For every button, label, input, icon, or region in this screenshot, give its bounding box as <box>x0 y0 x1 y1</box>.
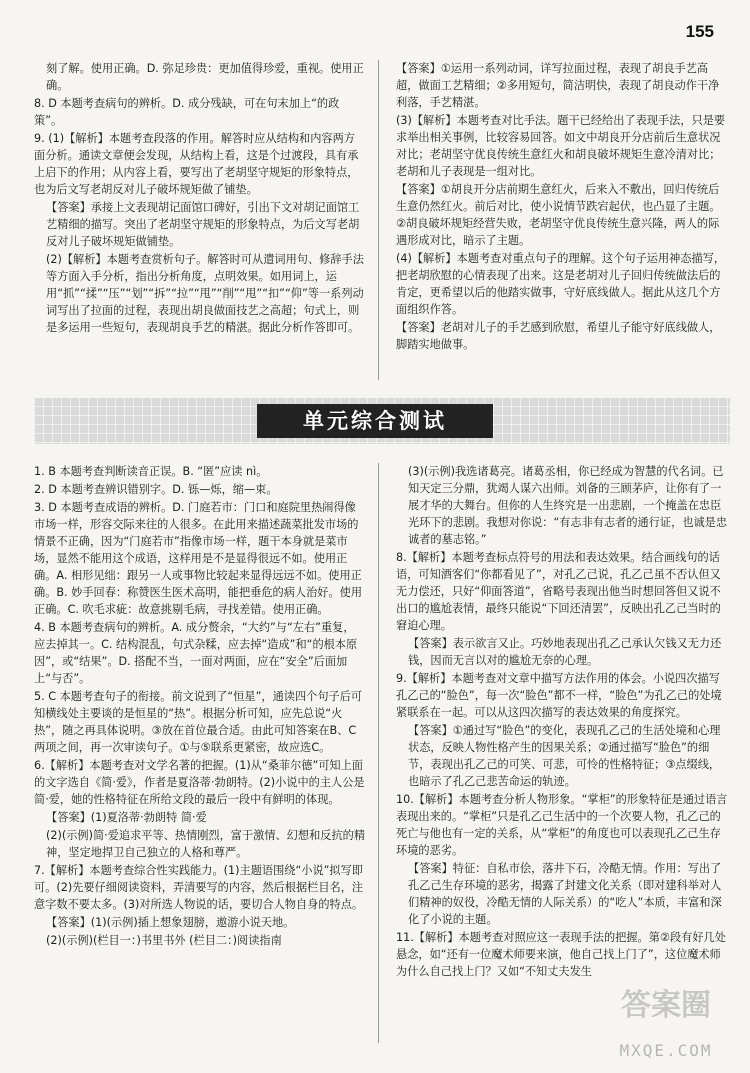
answer-paragraph: 10.【解析】本题考查分析人物形象。“掌柜”的形象特征是通过语言表现出来的。“掌柜”只是孔乙己生活中的一个次要人物，孔乙己的死亡与他也有一定的关系，从“掌柜”的角度也可以表现孔乙己生存环境的恶劣。 <box>396 793 728 857</box>
answer-paragraph: 【答案】特征：自私市侩，落井下石，冷酷无情。作用：写出了孔乙己生存环境的恶劣，揭露了封建文化关系（即对建科举对人们精神的奴役，冷酷无情的人际关系）的“吃人”本质，丰富和深化了小说的主题。 <box>408 862 722 926</box>
answer-paragraph: 5. C 本题考查句子的衔接。前文说到了“恒星”，通读四个句子后可知横线处主要谈的是恒星的“热”。根据分析可知，应先总说“火热”，随之再具体说明。③放在首位最合适。由此可知答案在B、C两项之间，再一次审读句子。①与⑤联系更紧密，故应选C。 <box>34 690 363 754</box>
section-title: 单元综合测试 <box>257 404 493 438</box>
answer-paragraph: (2)(示例)简·爱追求平等、热情刚烈，富于激情、幻想和反抗的精神，坚定地捍卫自己独立的人格和尊严。 <box>46 829 366 859</box>
answer-paragraph: 【答案】(1)夏洛蒂·勃朗特 简·爱 <box>46 811 207 824</box>
answer-paragraph: 1. B 本题考查判断读音正误。B. “匿”应读 nì。 <box>34 465 268 478</box>
answer-paragraph: 【答案】①通过写“脸色”的变化，表现孔乙己的生活处境和心理状态，反映人物性格产生的因果关系；②通过描写“脸色”的细节，表现出孔乙己的可笑、可悲，可怜的性格特征；③点缀线，也暗示了孔乙己悲苦命运的轨迹。 <box>408 724 721 788</box>
answer-paragraph: (4)【解析】本题考查对重点句子的理解。这个句子运用神态描写，把老胡欣慰的心情表现了出来。这是老胡对儿子回归传统做法后的肯定，更希望以后的他踏实做事，守好底线做人。据此从这几个方面组织作答。 <box>396 252 726 316</box>
answer-paragraph: (2)(示例)(栏目一：)书里书外 (栏目二：)阅读指南 <box>46 934 282 947</box>
page-number: 155 <box>685 22 714 41</box>
answer-paragraph: 刻了解。使用正确。D. 弥足珍贵：更加值得珍爱，重视。使用正确。 <box>46 62 364 92</box>
top-left-column <box>34 60 365 337</box>
answer-paragraph: 6.【解析】本题考查对文学名著的把握。(1)从“桑菲尔德”可知上面的文字选自《简·爱》，作者是夏洛蒂·勃朗特。(2)小说中的主人公是简·爱，她的性格特征在所给文段的最后一段中有鲜明的体现。 <box>34 759 365 806</box>
answer-paragraph: 3. D 本题考查成语的辨析。D. 门庭若市：门口和庭院里热闹得像市场一样，形容交际来往的人很多。在此用来描述蔬菜批发市场的情景不正确，因为“门庭若市”指像市场一样，题干本身就是菜市场，显然不能用这个成语，这样用是不是显得很远不如。使用正确。A. 相形见绌：跟另一人或事物比较起来显得远远不如。使用正确。B. 妙手回春：称赞医生医术高明，能把垂危的病人治好。使用正确。C. 吹毛求疵：故意挑剔毛病，寻找差错。使用正确。 <box>34 501 363 616</box>
answer-paragraph: 【答案】承接上文表现胡记面馆口碑好，引出下文对胡记面馆工艺精细的描写。突出了老胡坚守规矩的形象特点，为后文写老胡反对儿子破坏规矩做铺垫。 <box>46 201 360 248</box>
answer-paragraph: 【答案】①运用一系列动词，详写拉面过程，表现了胡良手艺高超，做面工艺精细；②多用短句，简洁明快，表现了胡良动作干净利落，手艺精湛。 <box>396 62 720 109</box>
column-divider <box>378 463 379 1043</box>
answer-paragraph: (2)【解析】本题考查赏析句子。解答时可从遣词用句、修辞手法等方面入手分析，指出分析角度，点明效果。如用词上，运用“抓”“揉”“压”“划”“拆”“拉”“甩”“削”“甩”“扣”“仰”等一系列动词写出了拉面的过程，表现出胡良做面技艺之高超；句式上，则是多运用一些短句，表现胡良手艺的精湛。据此分析作答即可。 <box>46 253 364 334</box>
answer-paragraph: 9.【解析】本题考查对文章中描写方法作用的体会。小说四次描写孔乙己的“脸色”，每一次“脸色”都不一样，“脸色”为孔乙己的处境紧联系在一起。可以从这四次描写的表达效果的角度探究。 <box>396 672 722 719</box>
watermark-logo <box>600 988 732 1060</box>
answer-paragraph: 8.【解析】本题考查标点符号的用法和表达效果。结合画线句的话语，可知酒客们“你都看见了”，对孔乙己说，孔乙己虽不否认但又无力偿还，只好“仰面答道”，省略号表现出他当时想回答但又说不出口的尴尬表情，最终只能说“下回还清罢”，反映出孔乙己当时的窘迫心理。 <box>396 551 721 632</box>
answer-paragraph: 2. D 本题考查辨识错别字。D. 铄—烁，缩—束。 <box>34 483 278 496</box>
bottom-left-column <box>34 463 365 950</box>
answer-paragraph: (3)(示例)我选诸葛亮。诸葛丞相，你已经成为智慧的代名词。已知天定三分鼎，犹竭人谋六出师。刘备的三顾茅庐，让你有了一展才华的大舞台。但你的人生终究是一出悲剧，一个掩盖在忠臣光环下的悲剧。我想对你说：“有志非有志者的通行证，也诚是忠诚者的墓志铭。” <box>408 465 728 546</box>
answer-paragraph: 【答案】(1)(示例)插上想象翅膀，遨游小说天地。 <box>46 916 295 929</box>
answer-paragraph: 7.【解析】本题考查综合性实践能力。(1)主题语围绕“小说”拟写即可。(2)先要仔细阅读资料，弄清要写的内容，然后根据栏目名，注意字数不要太多。(3)对所选人物说的话，要切合人物自身的特点。 <box>34 864 364 911</box>
watermark-url-text: MXQE.COM <box>619 1041 713 1060</box>
answer-paragraph: 9. (1)【解析】本题考查段落的作用。解答时应从结构和内容两方面分析。通读文章便会发现，从结构上看，这是个过渡段，具有承上启下的作用；从内容上看，要写出了老胡坚守规矩的形象特点，也为后文写老胡反对儿子破坏规矩做了铺垫。 <box>34 132 359 196</box>
bottom-right-column <box>396 463 730 981</box>
top-right-column <box>396 60 730 354</box>
answer-paragraph: 8. D 本题考查病句的辨析。D. 成分残缺，可在句末加上“的政策”。 <box>34 97 340 127</box>
column-divider <box>378 60 379 380</box>
answer-paragraph: (3)【解析】本题考查对比手法。题干已经给出了表现手法，只是要求举出相关事例，比较容易回答。如文中胡良开分店前后生意状况对比；老胡坚守优良传统生意红火和胡良破坏规矩生意冷清对比；老胡和儿子表现是一组对比。 <box>396 114 726 178</box>
answer-paragraph: 【答案】老胡对儿子的手艺感到欣慰，希望儿子能守好底线做人，脚踏实地做事。 <box>396 321 721 351</box>
answer-paragraph: 11.【解析】本题考查对照应这一表现手法的把握。第②段有好几处悬念，如“还有一位魔术师要来演，他自己找上门了”，这位魔术师为什么自己找上门？又如“不知丈夫发生 <box>396 931 726 978</box>
answer-paragraph: 【答案】表示欲言又止。巧妙地表现出孔乙己承认欠钱又无力还钱，因而无言以对的尴尬无奈的心理。 <box>408 637 722 667</box>
answer-paragraph: 4. B 本题考查病句的辨析。A. 成分赘余，“大约”与“左右”重复，应去掉其一。C. 结构混乱，句式杂糅，应去掉“造成”和“的根本原因”，或“结果”。D. 搭配不当，一面对两面，应在“安全”后面加上“与否”。 <box>34 621 358 685</box>
answer-paragraph: 【答案】①胡良开分店前期生意红火，后来入不敷出，回归传统后生意仍然红火。前后对比，使小说情节跌宕起伏，也凸显了主题。②胡良破坏规矩经营失败，老胡坚守优良传统生意兴隆，两人的际遇形成对比，暗示了主题。 <box>396 183 721 247</box>
watermark-top-text: 答案圈 <box>621 988 711 1023</box>
